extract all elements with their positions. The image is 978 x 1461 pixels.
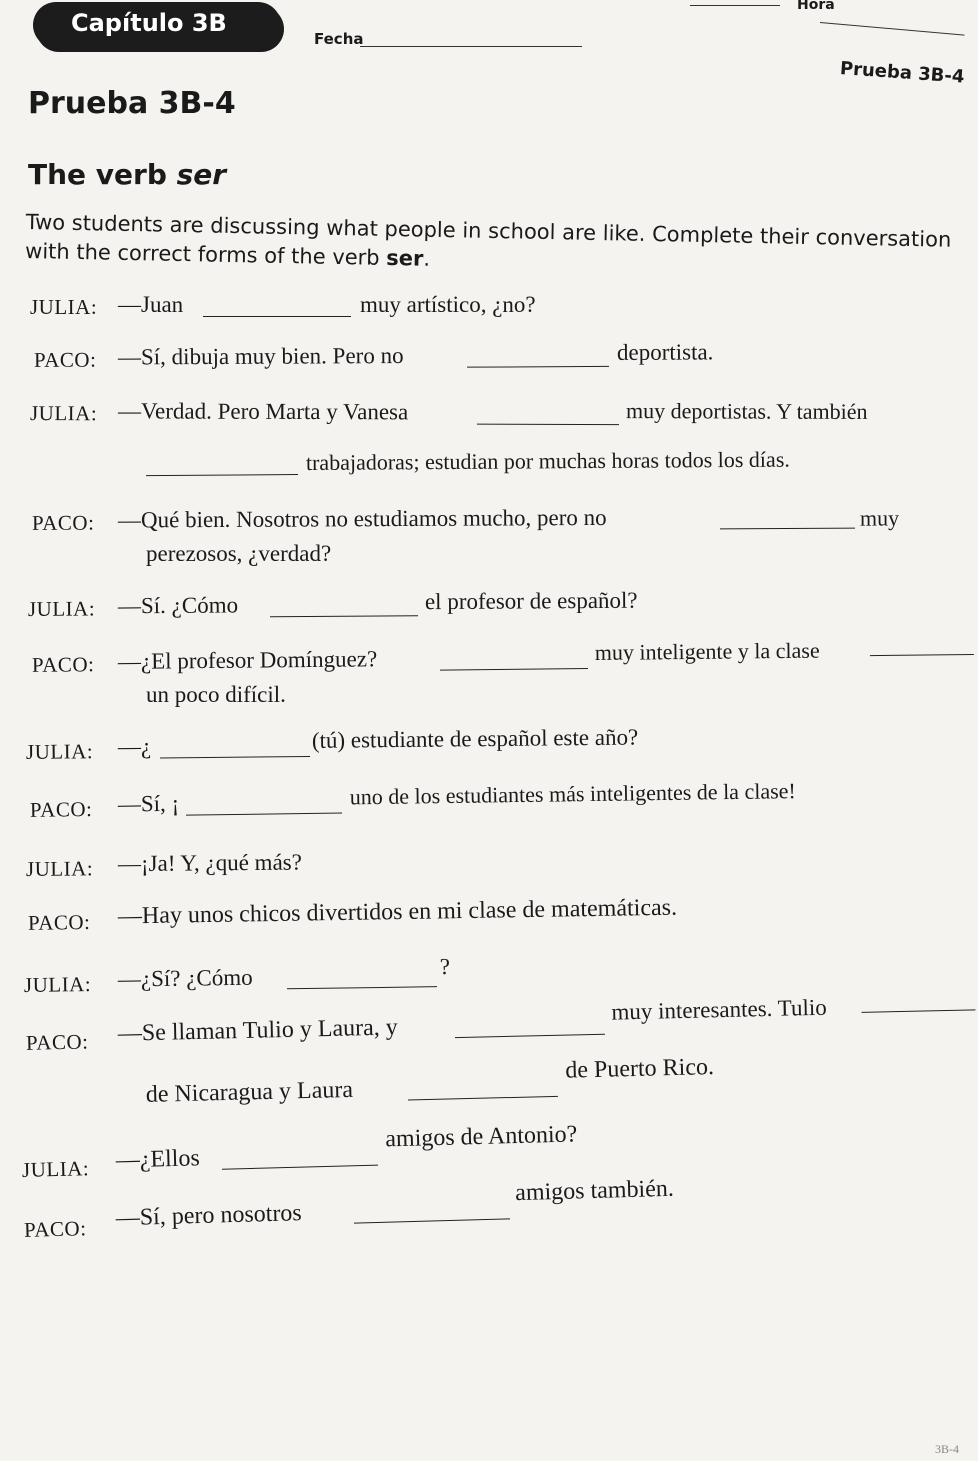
line-text: —Verdad. Pero Marta y Vanesa <box>117 398 409 425</box>
dialogue-line-4 <box>0 445 978 488</box>
answer-blank-12[interactable] <box>455 1034 605 1038</box>
line-text: deportista. <box>616 339 714 365</box>
line-text: muy <box>859 505 900 531</box>
dialogue-line-14 <box>0 1054 978 1122</box>
dialogue-line-2 <box>0 340 978 381</box>
line-text: trabajadoras; estudian por muchas horas todos los días. <box>305 446 790 476</box>
answer-blank-15[interactable] <box>222 1165 378 1170</box>
instructions-verb: ser <box>386 245 424 271</box>
line-text: muy artístico, ¿no? <box>360 292 536 317</box>
line-text: muy deportistas. Y también <box>625 398 868 424</box>
answer-blank-7[interactable] <box>440 668 588 671</box>
line-text: —¡Ja! Y, ¿qué más? <box>117 849 302 877</box>
line-text: —¿El profesor Domínguez? <box>117 646 378 674</box>
line-text: —Se llaman Tulio y Laura, y <box>117 1014 399 1047</box>
speaker-julia: JULIA: <box>25 739 94 764</box>
dialogue-line-3 <box>0 398 978 437</box>
speaker-julia: JULIA: <box>27 596 96 621</box>
speaker-paco: PACO: <box>33 347 97 372</box>
answer-blank-16[interactable] <box>354 1218 510 1223</box>
speaker-paco: PACO: <box>25 1029 89 1055</box>
answer-blank-5[interactable] <box>720 528 855 530</box>
name-input-line[interactable] <box>690 5 780 6</box>
running-header: Prueba 3B-4 <box>839 58 966 88</box>
dialogue-line-5-cont <box>0 541 978 577</box>
speaker-paco: PACO: <box>27 909 91 935</box>
dialogue-line-15 <box>0 1121 978 1187</box>
speaker-paco: PACO: <box>31 510 95 535</box>
section-title <box>28 158 226 191</box>
speaker-paco: PACO: <box>29 796 93 822</box>
line-text: de Puerto Rico. <box>565 1054 715 1084</box>
fecha-input-line[interactable] <box>360 46 582 47</box>
line-text: —Sí, ¡ <box>117 790 180 817</box>
page-title: Prueba 3B-4 <box>28 86 236 121</box>
dialogue-line-7 <box>0 637 978 686</box>
answer-blank-1[interactable] <box>203 316 351 317</box>
dialogue-line-8 <box>0 725 978 771</box>
line-text: un poco difícil. <box>146 682 286 707</box>
speaker-julia: JULIA: <box>29 401 98 426</box>
dialogue-line-1 <box>0 292 978 328</box>
answer-blank-8[interactable] <box>870 654 974 656</box>
instructions-prefix: Two students are discussing what people in school are like. Complete their conversation with the correct forms of the verb <box>24 209 952 270</box>
speaker-julia: JULIA: <box>30 295 98 319</box>
speaker-paco: PACO: <box>31 652 95 677</box>
line-text: —Sí, pero nosotros <box>115 1200 303 1232</box>
dialogue-line-10 <box>0 844 978 889</box>
answer-blank-2[interactable] <box>467 366 609 368</box>
answer-blank-11[interactable] <box>287 986 437 989</box>
hora-input-line[interactable] <box>820 22 965 36</box>
answer-blank-14[interactable] <box>408 1096 558 1101</box>
line-text: ? <box>439 953 451 980</box>
dialogue-line-7-cont <box>0 682 978 718</box>
line-text: (tú) estudiante de español este año? <box>311 724 639 753</box>
line-text: —¿Sí? ¿Cómo <box>117 964 253 992</box>
hora-label: Hora <box>797 0 835 13</box>
dialogue-line-16 <box>0 1175 978 1244</box>
section-title-verb: ser <box>176 158 227 191</box>
answer-blank-10[interactable] <box>186 813 342 816</box>
line-text: —¿ <box>117 733 152 759</box>
line-text: perezosos, ¿verdad? <box>146 541 332 566</box>
answer-blank-6[interactable] <box>270 615 418 617</box>
line-text: —Sí. ¿Cómo <box>117 592 239 619</box>
dialogue-line-12 <box>0 955 978 1005</box>
line-text: amigos también. <box>514 1175 675 1207</box>
line-text: —Juan <box>118 292 184 317</box>
speaker-julia: JULIA: <box>21 1156 90 1182</box>
speaker-paco: PACO: <box>23 1216 87 1242</box>
instructions <box>25 208 976 284</box>
speaker-julia: JULIA: <box>23 972 92 997</box>
dialogue-line-13 <box>0 994 978 1059</box>
page-footer-mark: 3B-4 <box>935 1442 959 1456</box>
line-text: uno de los estudiantes más inteligentes de la clase! <box>349 778 796 810</box>
line-text: —Qué bien. Nosotros no estudiamos mucho, pero no <box>117 504 607 533</box>
answer-blank-13[interactable] <box>862 1009 976 1013</box>
answer-blank-9[interactable] <box>160 756 310 759</box>
line-text: —Hay unos chicos divertidos en mi clase de matemáticas. <box>117 894 678 930</box>
speaker-julia: JULIA: <box>25 856 94 881</box>
fecha-label: Fecha <box>314 30 364 48</box>
dialogue-line-5 <box>0 503 978 544</box>
line-text: —Sí, dibuja muy bien. Pero no <box>117 342 404 370</box>
dialogue-line-6 <box>0 587 978 630</box>
line-text: el profesor de español? <box>424 587 638 615</box>
line-text: de Nicaragua y Laura <box>145 1076 354 1108</box>
line-text: muy inteligente y la clase <box>594 637 820 665</box>
line-text: muy interesantes. Tulio <box>611 994 827 1025</box>
line-text: —¿Ellos <box>115 1145 201 1174</box>
dialogue-line-9 <box>0 780 978 830</box>
chapter-tab <box>33 2 281 48</box>
line-text: amigos de Antonio? <box>384 1121 578 1153</box>
dialogue-line-11 <box>0 890 978 941</box>
instructions-suffix: . <box>423 246 431 271</box>
answer-blank-3[interactable] <box>477 424 619 425</box>
section-title-prefix: The verb <box>28 158 177 191</box>
answer-blank-4[interactable] <box>146 474 298 476</box>
chapter-label: Capítulo 3B <box>71 9 227 37</box>
